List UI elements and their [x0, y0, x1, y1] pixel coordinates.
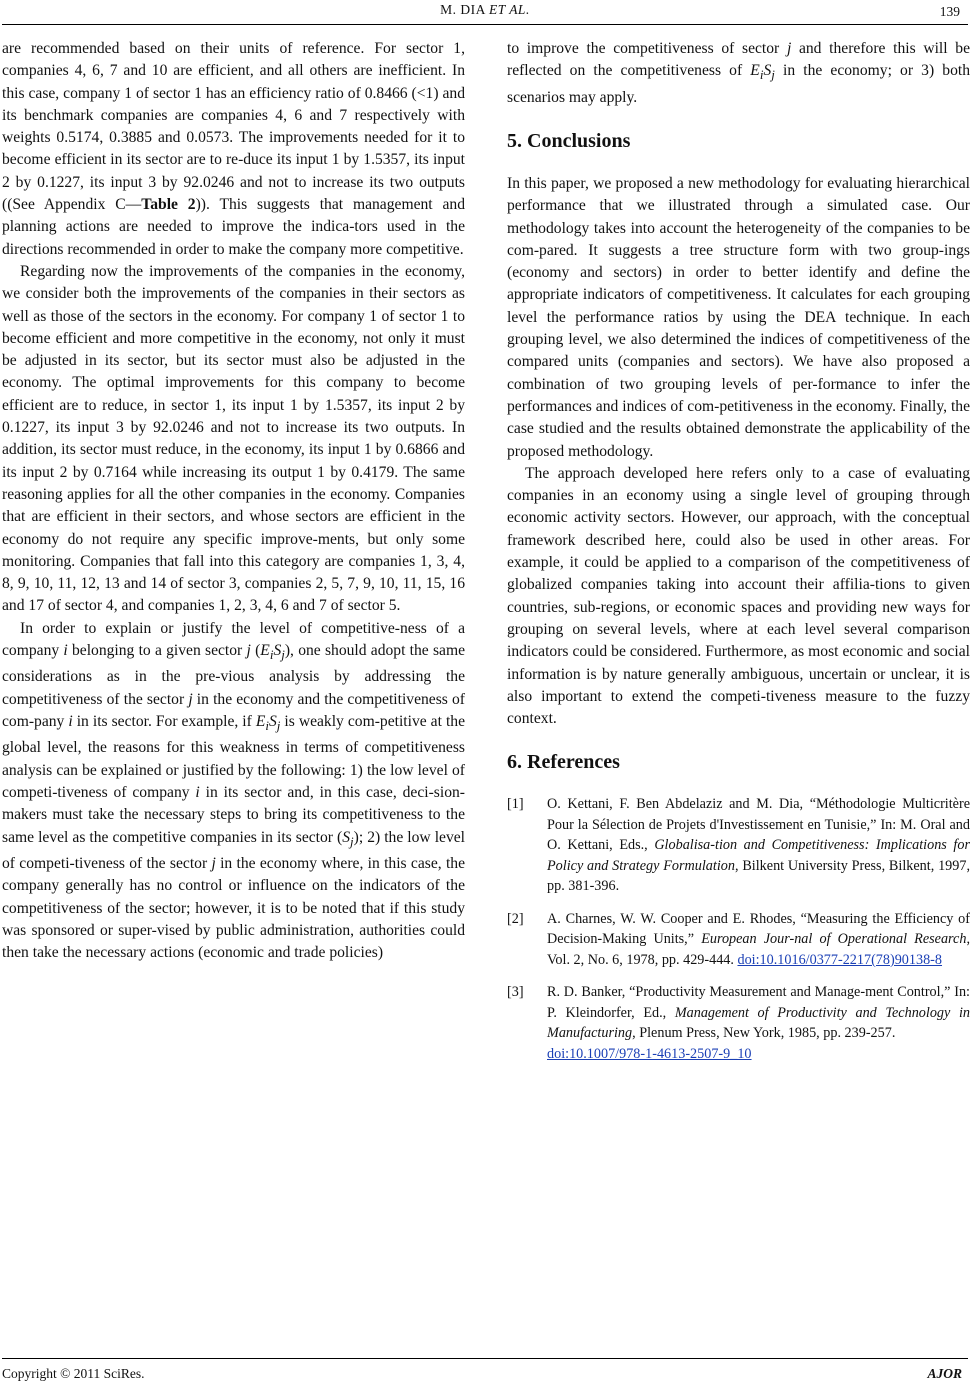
running-head-etal: ET AL. [489, 2, 530, 17]
p3-text-i: ); 2) the low level of competi-tiveness of the sector [2, 828, 466, 873]
running-head-author: M. DIA [440, 2, 486, 17]
reference-number: [2] [507, 910, 524, 927]
math-j: j [786, 40, 792, 57]
p3-text-g: is weakly com-petitive at the global level, the reasons for this weakness in terms of competitiveness analysis can be explained or justified by the following: 1) the low level of competi-tiveness of company [2, 713, 465, 802]
math-i: i [63, 642, 68, 660]
doi-link[interactable]: doi:10.1016/0377-2217(78)90138-8 [737, 951, 943, 968]
paragraph-continued [507, 38, 970, 109]
p3-text-c: ( [250, 642, 261, 660]
section-heading-conclusions: 5. Conclusions [507, 130, 631, 152]
math-EiSj: $E_iS_j$ [750, 62, 775, 83]
page-number: 139 [939, 4, 960, 19]
left-column [2, 38, 465, 965]
conclusions-paragraph-2: The approach developed here refers only to a case of evaluating companies in an economy using a single level of grouping through economic activity sectors. However, our approach, with the conceptual framework described here, could also be used in other areas. For example, it could be applied to a comparison of the competitiveness of globalized companies taking into account their affilia-tions to given countries, sub-regions, or economic spaces and providing new ways for grouping on several levels, where at each level several comparison indicators could be considered. Furthermore, as most economic and social information is by nature generally ambiguous, uncertain or unclear, it is also important to extend the competi-tiveness measure to the fuzzy context. [507, 464, 970, 728]
p3-text-e: in the economy and the competitiveness of com-pany [2, 690, 465, 731]
conclusions-paragraph-1: In this paper, we proposed a new methodology for evaluating hierarchical performance that we illustrated through a simulated case. Our methodology takes into account the heterogeneity of the companies to be com-pared. It suggests a tree structure form with two group-ings (economy and sectors) in order to better identify and define the appropriate indicators of competitiveness. It calculates for each grouping level the performance ratios by using the DEA technique. In each grouping level, we also determined the indices of competitiveness of the compared units (companies and sectors). We have also proposed a combination of two grouping levels of per-formance to infer the performances and indices of com-petitiveness in the economy. Finally, the case studied and the results obtained demonstrate the applicability of the proposed methodology. [507, 175, 970, 460]
p3-text-d: ), one should adopt the same considerations as in the pre-vious analysis by addressing the competitiveness of the sector [2, 642, 465, 708]
reference-item [507, 982, 970, 1064]
paragraph-2: Regarding now the improvements of the companies in the economy, we consider both the improvements of the companies in their sectors as well as those of the sectors in the economy. For company 1 of sector 1 to become efficient and more competitive in the economy, not only it must be adjusted in its sector, but its sector must also be adjusted in the economy. The optimal improvements for this company to become efficient are to reduce, in sector 1, its input 1 by 1.5357, its input 2 by 0.1227, its input 3 by 92.0246 and not to increase its two outputs. In addition, its sector must reduce, in the economy, its input 1 by 0.6866 and its input 2 by 0.7164 while increasing its output 1 by 0.4179. The same reasoning applies for all the other companies in the economy. Companies that are efficient in their sectors, and whose sectors are efficient in the economy do not require any specific improve-ments, but only some monitoring. Companies that fall into this category are companies 1, 3, 4, 8, 9, 10, 11, 12, 13 and 14 of sector 3, companies 2, 5, 7, 9, 10, 11, 15, 16 and 17 of sector 4, and companies 1, 2, 3, 4, 6 and 7 of sector 5. [2, 262, 465, 615]
header-rule [2, 24, 968, 25]
paragraph-1-text: are recommended based on their units of reference. For sector 1, companies 4, 6, 7 and 10 are efficient, and all others are inefficient. In this case, company 1 of sector 1 has an efficiency ratio of 0.8466 (<1) and its benchmark companies are companies 4, 6 and 7 respectively with weights 0.5174, 0.3885 and 0.0573. The improvements needed for it to become efficient in its sector are to re-duce its input 1 by 1.5357, its input 2 by 0.1227, its input 3 by 92.0246 and not to increase its two outputs ((See Appendix C— [2, 40, 465, 214]
paragraph-1 [2, 38, 465, 261]
p0-text-c: in the economy; or 3) both scenarios may apply. [507, 62, 970, 106]
p3-text-h: in its sector and, in this case, deci-sion-makers must take the necessary steps to bring its competitiveness to the same level as the competitive companies in its sector ( [2, 784, 465, 846]
reference-text: R. D. Banker, “Productivity Measurement and Manage-ment Control,” In: P. Kleindorfer, Ed., Management of Productivity and Technology in Manufacturing, Plenum Press, New York, 1985, pp. 239-257. doi:10.1007/978-1-4613-2507-9_10 [547, 984, 970, 1062]
reference-item [507, 909, 970, 971]
p3-text-a: In order to explain or justify the level of competitive-ness of a company [2, 619, 465, 660]
math-i: i [68, 713, 73, 731]
running-head [0, 2, 970, 18]
math-i: i [195, 784, 200, 802]
math-j: j [246, 642, 251, 660]
p3-text-b: belonging to a given sector [67, 642, 247, 660]
math-EiSj: $E_iS_j$ [255, 713, 281, 734]
table-2-link[interactable]: Table 2 [141, 196, 196, 214]
copyright-notice: Copyright © 2011 SciRes. [2, 1366, 145, 1381]
reference-list [507, 794, 970, 1064]
paragraph-1-end: )). This suggests that management and planning actions are needed to improve the indica-tors used in the directions recommended in order to make the company more competitive. [2, 196, 465, 258]
paragraph-3 [2, 618, 465, 965]
section-heading-references: 6. References [507, 751, 620, 774]
math-j: j [188, 690, 193, 708]
p3-text-f: in its sector. For example, if [72, 713, 256, 731]
footer-rule [2, 1358, 968, 1359]
reference-number: [1] [507, 796, 524, 813]
page-header [0, 0, 970, 24]
math-j: j [211, 855, 216, 873]
doi-link[interactable]: doi:10.1007/978-1-4613-2507-9_10 [547, 1045, 752, 1062]
reference-text: O. Kettani, F. Ben Abdelaziz and M. Dia, “Méthodologie Multicritère Pour la Sélection de Projets d'Investissement en Tunisie,” In: M. Oral and O. Kettani, Eds., Globalisa-tion and Competitiveness: Implications for Policy and Strategy Formulation, Bilkent University Press, Bilkent, 1997, pp. 381-396. [547, 796, 970, 895]
journal-name: AJOR [927, 1366, 962, 1381]
math-Sj: $S_j$ [342, 828, 354, 849]
page-footer [0, 1358, 970, 1386]
reference-item [507, 794, 970, 897]
reference-text: A. Charnes, W. W. Cooper and E. Rhodes, “Measuring the Efficiency of Decision-Making Units,” European Jour-nal of Operational Research, Vol. 2, No. 6, 1978, pp. 429-444. doi:10.1016/0377-2217(78)90138-8 [547, 910, 970, 968]
right-column [507, 38, 970, 1076]
math-EiSj: $E_iS_j$ [260, 642, 285, 663]
reference-number: [3] [507, 984, 524, 1001]
p0-text-b: and therefore this will be reflected on the competitiveness of [507, 40, 970, 80]
p3-text-j: in the economy where, in this case, the company generally has no control or influence on the indicators of the competitiveness of the sector; however, it is to be noted that if this study was sponsored or super-vised by public administration, authorities could then take the necessary actions (economic and trade policies) [2, 855, 465, 962]
p0-text-a: to improve the competitiveness of sector [507, 40, 787, 57]
